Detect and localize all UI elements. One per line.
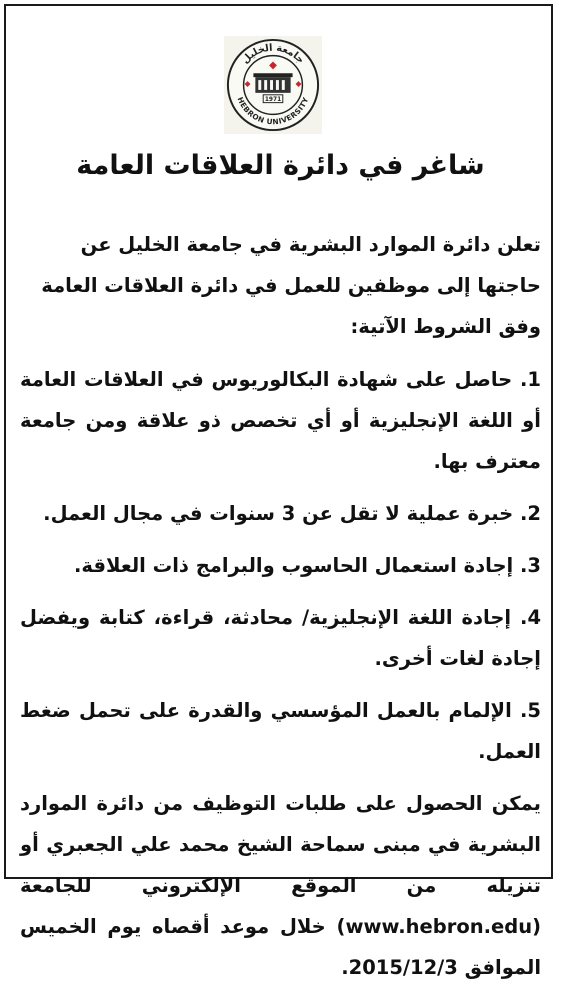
requirement-text: إجادة اللغة الإنجليزية/ محادثة، قراءة، كتابة ويفضل إجادة لغات أخرى. xyxy=(20,606,541,670)
requirement-text: إجادة استعمال الحاسوب والبرامج ذات العلاقة. xyxy=(74,554,514,577)
requirement-item xyxy=(20,359,541,482)
requirement-text: خبرة عملية لا تقل عن 3 سنوات في مجال العمل. xyxy=(43,502,514,525)
requirement-number: 3. xyxy=(520,554,541,577)
requirement-item xyxy=(20,597,541,679)
requirement-item xyxy=(20,493,541,534)
page-title: شاغر في دائرة العلاقات العامة xyxy=(76,150,485,181)
requirement-text: حاصل على شهادة البكالوريوس في العلاقات العامة أو اللغة الإنجليزية أو أي تخصص ذو علاقة ومن جامعة معترف بها. xyxy=(20,368,541,473)
requirement-number: 4. xyxy=(520,606,542,629)
requirement-number: 5. xyxy=(519,699,541,722)
logo-english-name: HEBRON UNIVERSITY xyxy=(235,95,311,127)
logo-year: 1971 xyxy=(264,97,282,104)
university-logo xyxy=(224,36,322,134)
requirement-item xyxy=(20,545,541,586)
intro-paragraph: تعلن دائرة الموارد البشرية في جامعة الخليل عن حاجتها إلى موظفين للعمل في دائرة العلاقات العامة وفق الشروط الآتية: xyxy=(41,233,541,338)
requirement-item xyxy=(20,690,541,772)
requirement-number: 2. xyxy=(520,502,541,525)
university-seal-icon xyxy=(224,36,322,134)
announcement-body xyxy=(20,224,541,988)
logo-arabic-name: جامعة الخليل xyxy=(239,42,307,66)
requirement-text: الإلمام بالعمل المؤسسي والقدرة على تحمل ضغط العمل. xyxy=(20,699,541,763)
requirement-number: 1. xyxy=(520,368,541,391)
closing-paragraph: يمكن الحصول على طلبات التوظيف من دائرة الموارد البشرية في مبنى سماحة الشيخ محمد علي الجعبري أو تنزيله من الموقع الإلكتروني للجامعة (www.hebron.edu) خلال موعد أقصاه يوم الخميس الموافق 2015/12/3. xyxy=(20,792,541,979)
